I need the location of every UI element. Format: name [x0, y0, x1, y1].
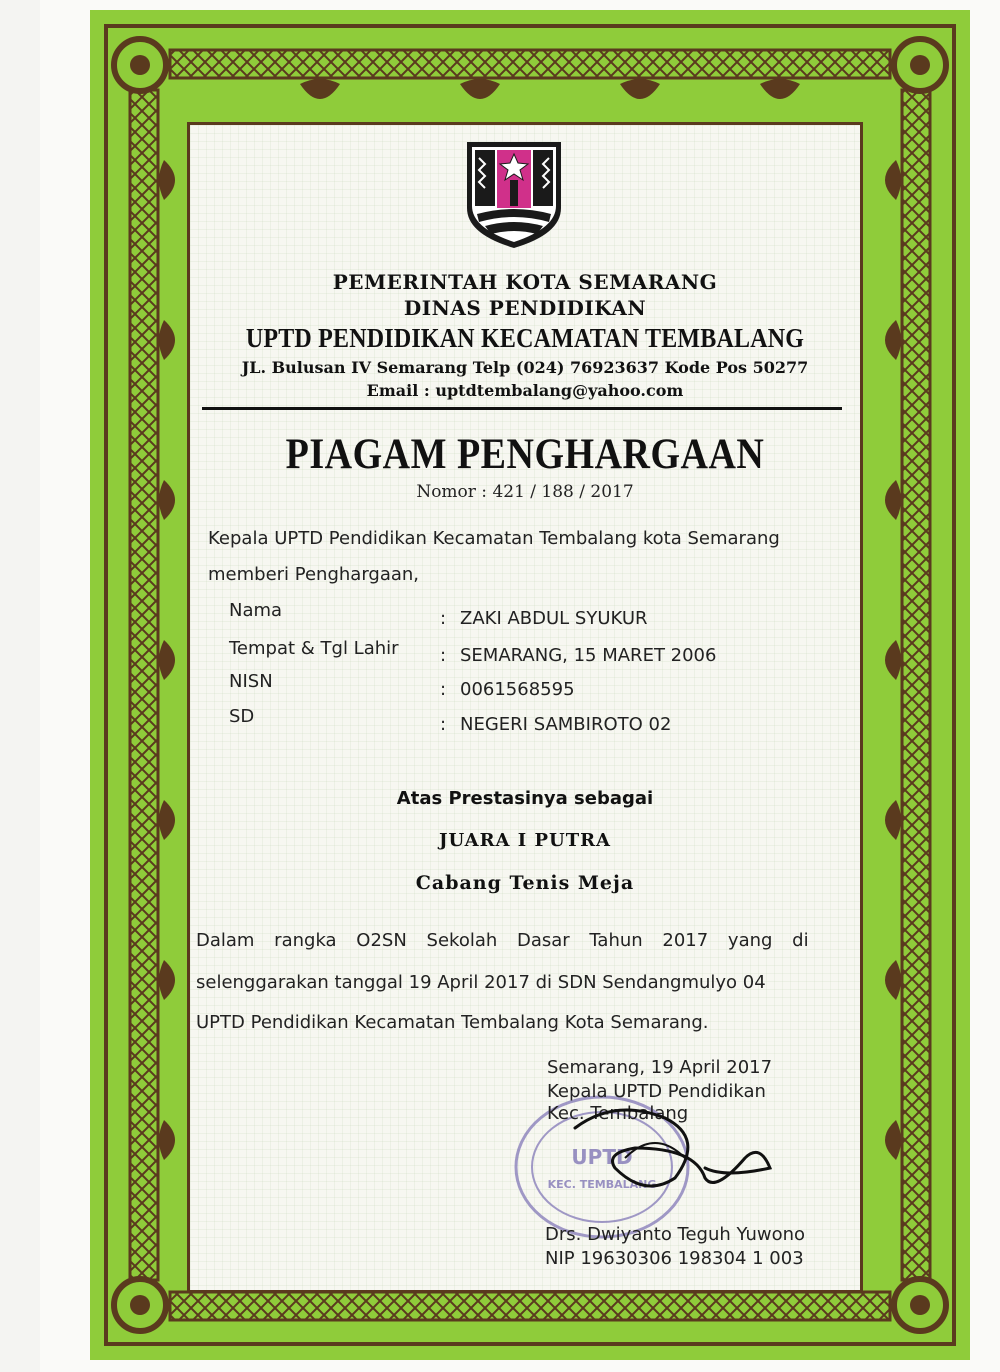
signatory-name: Drs. Dwiyanto Teguh Yuwono: [545, 1224, 806, 1245]
intro-line-2: memberi Penghargaan,: [208, 564, 420, 585]
header-divider: [202, 407, 842, 410]
event-line-1: Dalam rangka O2SN Sekolah Dasar Tahun 2017 yang di: [196, 930, 809, 951]
handwritten-signature-icon: [555, 1098, 775, 1208]
header-email: Email : uptdtembalang@yahoo.com: [366, 381, 684, 400]
field-value-school: NEGERI SAMBIROTO 02: [460, 714, 672, 735]
achievement-branch: Cabang Tenis Meja: [415, 872, 635, 894]
field-value-birth: SEMARANG, 15 MARET 2006: [460, 645, 717, 666]
field-label-birth: Tempat & Tgl Lahir: [229, 638, 399, 659]
field-colon: :: [440, 608, 447, 629]
achievement-lead: Atas Prestasinya sebagai: [396, 788, 654, 809]
field-colon: :: [440, 645, 447, 666]
stamp-sub-text: KEC. TEMBALANG: [547, 1178, 657, 1191]
signatory-nip: NIP 19630306 198304 1 003: [545, 1248, 804, 1269]
certificate-title: PIAGAM PENGHARGAAN: [285, 429, 765, 479]
event-line-2: selenggarakan tanggal 19 April 2017 di SDN Sendangmulyo 04: [196, 972, 766, 993]
header-department: DINAS PENDIDIKAN: [403, 296, 647, 320]
semarang-crest-icon: [463, 138, 565, 250]
certificate-number: Nomor : 421 / 188 / 2017: [416, 482, 634, 502]
field-label-name: Nama: [229, 600, 283, 621]
intro-line-1: Kepala UPTD Pendidikan Kecamatan Tembalang kota Semarang: [208, 528, 780, 549]
header-unit: UPTD PENDIDIKAN KECAMATAN TEMBALANG: [245, 323, 805, 354]
field-label-school: SD: [229, 706, 255, 727]
stamp-center-text: UPTD: [571, 1145, 633, 1169]
field-colon: :: [440, 679, 447, 700]
signature-place-date: Semarang, 19 April 2017: [547, 1057, 773, 1078]
field-colon: :: [440, 714, 447, 735]
field-label-nisn: NISN: [229, 671, 273, 692]
event-line-1-row: [196, 930, 814, 951]
field-value-name: ZAKI ABDUL SYUKUR: [460, 608, 648, 629]
achievement-rank: JUARA I PUTRA: [438, 830, 612, 851]
header-address: JL. Bulusan IV Semarang Telp (024) 76923637 Kode Pos 50277: [241, 358, 809, 377]
event-line-3: UPTD Pendidikan Kecamatan Tembalang Kota Semarang.: [196, 1012, 709, 1033]
signature-position-1: Kepala UPTD Pendidikan: [547, 1081, 766, 1102]
signature-position-2: Kec. Tembalang: [547, 1103, 689, 1124]
header-government: PEMERINTAH KOTA SEMARANG: [332, 270, 718, 294]
field-value-nisn: 0061568595: [460, 679, 575, 700]
